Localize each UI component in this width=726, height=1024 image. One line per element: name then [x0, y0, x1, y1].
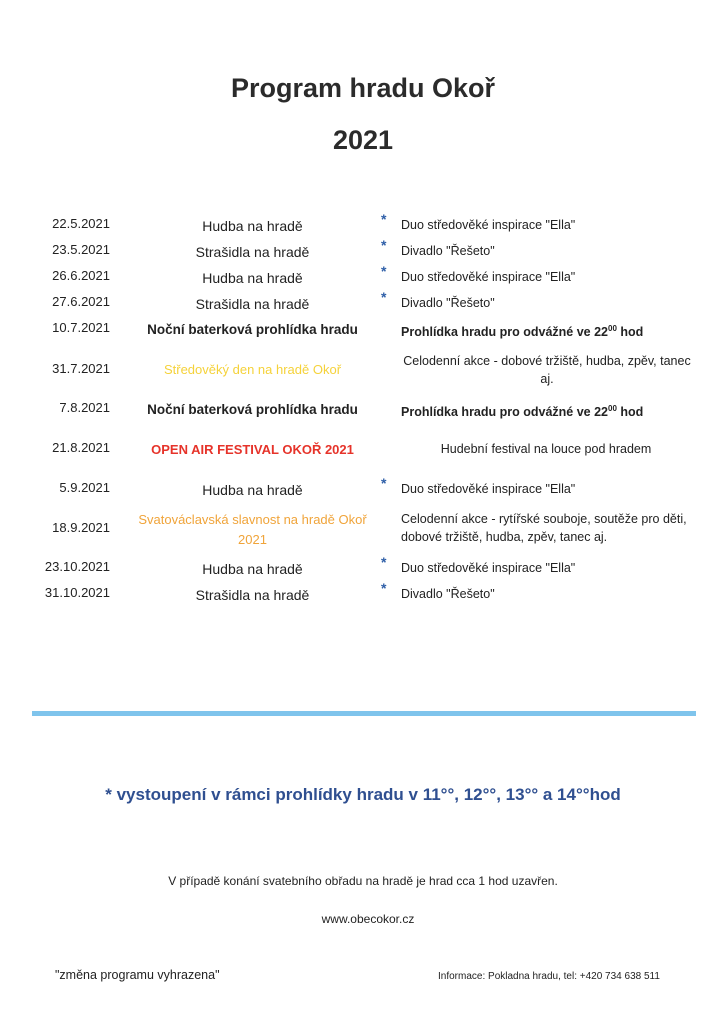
event-date: 22.5.2021	[52, 216, 110, 231]
event-note: Duo středověké inspirace "Ella"	[401, 270, 576, 284]
event-name: Hudba na hradě	[202, 270, 303, 286]
event-name: Středověký den na hradě Okoř	[163, 362, 342, 377]
event-date: 18.9.2021	[52, 520, 110, 535]
page-title: Program hradu Okoř	[230, 73, 496, 103]
event-name: Svatováclavská slavnost na hradě Okoř 2021	[138, 512, 367, 547]
section-divider	[32, 711, 696, 716]
event-note: Celodenní akce - rytířské souboje, soutěže pro děti, dobové tržiště, hudba, zpěv, tanec aj.	[401, 512, 687, 544]
performance-star-icon: *	[381, 211, 387, 227]
event-name: Noční baterková prohlídka hradu	[147, 402, 358, 417]
performance-star-icon: *	[381, 554, 387, 570]
event-note: Hudební festival na louce pod hradem	[440, 442, 652, 456]
event-date: 5.9.2021	[59, 480, 110, 495]
event-note: Celodenní akce - dobové tržiště, hudba, zpěv, tanec aj.	[403, 354, 691, 386]
event-note: Duo středověké inspirace "Ella"	[401, 218, 576, 232]
event-name: Hudba na hradě	[202, 218, 303, 234]
event-note: Duo středověké inspirace "Ella"	[401, 482, 576, 496]
event-note: Duo středověké inspirace "Ella"	[401, 561, 576, 575]
event-note: Prohlídka hradu pro odvážné ve $22^{00}$ hod	[401, 324, 644, 340]
page-year: 2021	[332, 125, 394, 155]
event-date: 7.8.2021	[59, 400, 110, 415]
event-name: Hudba na hradě	[202, 561, 303, 577]
event-date: 27.6.2021	[52, 294, 110, 309]
event-name: Noční baterková prohlídka hradu	[147, 322, 358, 337]
event-note: Divadlo "Řešeto"	[401, 244, 495, 258]
event-date: 31.10.2021	[44, 585, 110, 600]
performance-star-icon: *	[381, 289, 387, 305]
performance-star-icon: *	[381, 580, 387, 596]
performance-times-note: * vystoupení v rámci prohlídky hradu v 11°°, 12°°, 13°° a 14°°hod	[105, 785, 621, 804]
event-name: Strašidla na hradě	[195, 296, 310, 312]
contact-info: Informace: Pokladna hradu, tel: +420 734 638 511	[438, 971, 660, 982]
event-date: 26.6.2021	[52, 268, 110, 283]
event-date: 21.8.2021	[52, 440, 110, 455]
program-change-disclaimer: "změna programu vyhrazena"	[55, 968, 220, 982]
event-date: 31.7.2021	[52, 361, 110, 376]
performance-star-icon: *	[381, 475, 387, 491]
event-date: 23.10.2021	[44, 559, 110, 574]
event-name: Hudba na hradě	[202, 482, 303, 498]
wedding-closure-note: V případě konání svatebního obřadu na hradě je hrad cca 1 hod uzavřen.	[168, 874, 558, 888]
event-date: 10.7.2021	[52, 320, 110, 335]
event-note: Divadlo "Řešeto"	[401, 296, 495, 310]
website-link[interactable]: www.obecokor.cz	[321, 912, 415, 926]
event-name: Strašidla na hradě	[195, 244, 310, 260]
performance-star-icon: *	[381, 237, 387, 253]
event-date: 23.5.2021	[52, 242, 110, 257]
performance-star-icon: *	[381, 263, 387, 279]
event-name: OPEN AIR FESTIVAL OKOŘ 2021	[151, 442, 354, 457]
event-name: Strašidla na hradě	[195, 587, 310, 603]
event-note: Divadlo "Řešeto"	[401, 587, 495, 601]
event-note: Prohlídka hradu pro odvážné ve $22^{00}$ hod	[401, 404, 644, 420]
